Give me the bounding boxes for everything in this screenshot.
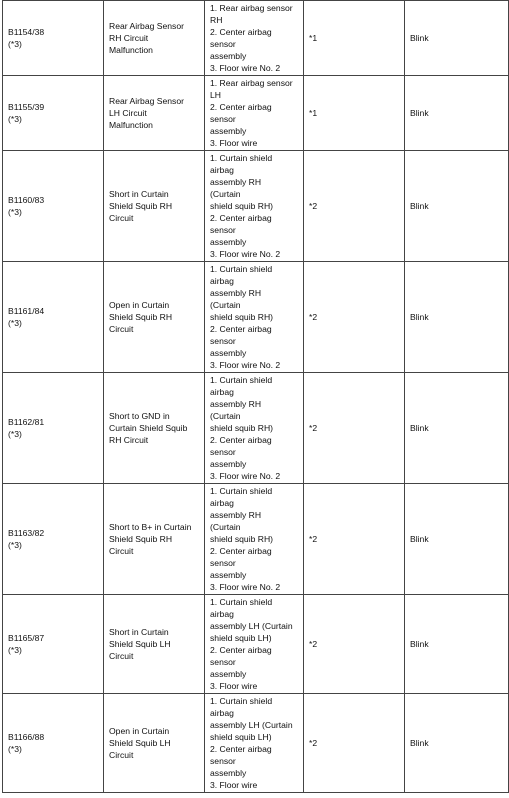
dtc-code-cell: B1155/39 (*3) [3, 76, 104, 151]
note-cell: *2 [304, 595, 405, 694]
warning-light-cell: Blink [405, 694, 509, 793]
table-row [3, 694, 509, 793]
trouble-area-cell: 1. Rear airbag sensor RH 2. Center airbag sensor assembly 3. Floor wire No. 2 [205, 1, 304, 76]
dtc-code-cell: B1165/87 (*3) [3, 595, 104, 694]
trouble-area-cell: 1. Curtain shield airbag assembly RH (Curtain shield squib RH) 2. Center airbag sensor assembly 3. Floor wire No. 2 [205, 484, 304, 595]
dtc-table [2, 0, 509, 793]
table-row [3, 151, 509, 262]
table-row [3, 262, 509, 373]
detection-item-cell: Open in Curtain Shield Squib RH Circuit [104, 262, 205, 373]
warning-light-cell: Blink [405, 1, 509, 76]
detection-item-cell: Short to B+ in Curtain Shield Squib RH Circuit [104, 484, 205, 595]
detection-item-cell: Rear Airbag Sensor RH Circuit Malfunction [104, 1, 205, 76]
detection-item-cell: Short in Curtain Shield Squib LH Circuit [104, 595, 205, 694]
warning-light-cell: Blink [405, 373, 509, 484]
trouble-area-cell: 1. Curtain shield airbag assembly LH (Curtain shield squib LH) 2. Center airbag sensor assembly 3. Floor wire [205, 595, 304, 694]
detection-item-cell: Short to GND in Curtain Shield Squib RH Circuit [104, 373, 205, 484]
detection-item-cell: Short in Curtain Shield Squib RH Circuit [104, 151, 205, 262]
trouble-area-cell: 1. Curtain shield airbag assembly RH (Curtain shield squib RH) 2. Center airbag sensor assembly 3. Floor wire No. 2 [205, 151, 304, 262]
warning-light-cell: Blink [405, 595, 509, 694]
table-row [3, 373, 509, 484]
warning-light-cell: Blink [405, 484, 509, 595]
table-row [3, 595, 509, 694]
table-row [3, 484, 509, 595]
dtc-code-cell: B1166/88 (*3) [3, 694, 104, 793]
dtc-code-cell: B1154/38 (*3) [3, 1, 104, 76]
warning-light-cell: Blink [405, 76, 509, 151]
trouble-area-cell: 1. Rear airbag sensor LH 2. Center airbag sensor assembly 3. Floor wire [205, 76, 304, 151]
trouble-area-cell: 1. Curtain shield airbag assembly RH (Curtain shield squib RH) 2. Center airbag sensor assembly 3. Floor wire No. 2 [205, 262, 304, 373]
dtc-code-cell: B1160/83 (*3) [3, 151, 104, 262]
dtc-code-cell: B1163/82 (*3) [3, 484, 104, 595]
dtc-code-cell: B1162/81 (*3) [3, 373, 104, 484]
dtc-code-cell: B1161/84 (*3) [3, 262, 104, 373]
trouble-area-cell: 1. Curtain shield airbag assembly LH (Curtain shield squib LH) 2. Center airbag sensor assembly 3. Floor wire [205, 694, 304, 793]
detection-item-cell: Rear Airbag Sensor LH Circuit Malfunction [104, 76, 205, 151]
note-cell: *2 [304, 484, 405, 595]
detection-item-cell: Open in Curtain Shield Squib LH Circuit [104, 694, 205, 793]
table-row [3, 76, 509, 151]
note-cell: *2 [304, 262, 405, 373]
note-cell: *1 [304, 1, 405, 76]
warning-light-cell: Blink [405, 151, 509, 262]
note-cell: *1 [304, 76, 405, 151]
note-cell: *2 [304, 694, 405, 793]
note-cell: *2 [304, 151, 405, 262]
table-row [3, 1, 509, 76]
note-cell: *2 [304, 373, 405, 484]
trouble-area-cell: 1. Curtain shield airbag assembly RH (Curtain shield squib RH) 2. Center airbag sensor assembly 3. Floor wire No. 2 [205, 373, 304, 484]
warning-light-cell: Blink [405, 262, 509, 373]
